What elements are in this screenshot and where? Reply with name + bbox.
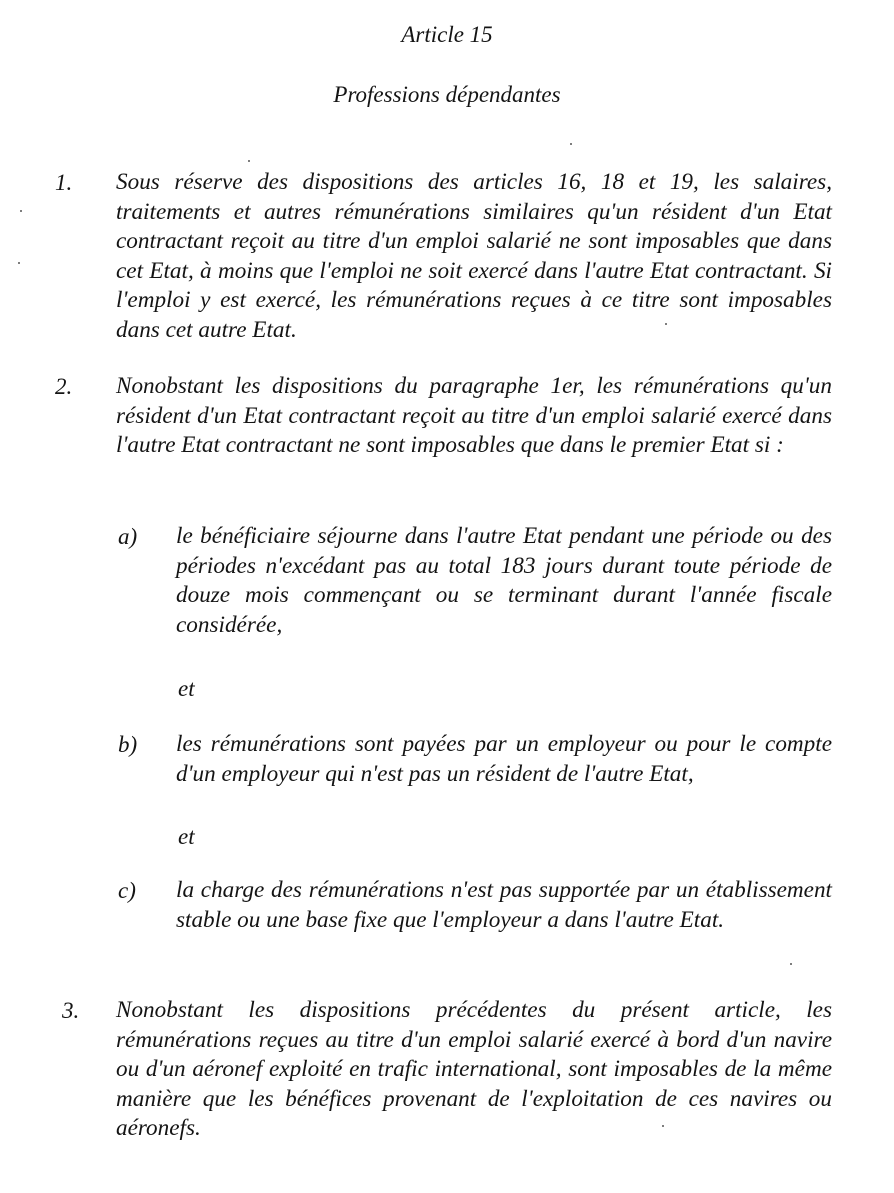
scan-speck <box>20 210 22 212</box>
scan-speck <box>662 1125 664 1127</box>
scan-speck <box>790 963 792 965</box>
scan-speck <box>18 262 20 264</box>
paragraph-2-text: Nonobstant les dispositions du paragraphe 1er, les rémunérations qu'un résident d'un Etat contractant reçoit au titre d'un emploi salarié exercé dans l'autre Etat contractant ne sont imposables que dans le premier Etat si : <box>116 373 832 459</box>
paragraph-number-2: 2. <box>55 374 73 399</box>
item-label-c: c) <box>118 878 136 903</box>
article-subtitle: Professions dépendantes <box>333 82 561 107</box>
item-label-b: b) <box>118 732 138 757</box>
scan-speck <box>248 160 250 162</box>
paragraph-3-text: Nonobstant les dispositions précédentes du présent article, les rémunérations reçues au titre d'un emploi salarié exercé à bord d'un navire ou d'un aéronef exploité en trafic international, sont imposables de la même manière que les bénéfices provenant de l'exploitation de ces navires ou aéronefs. <box>116 997 832 1142</box>
connector-et-2: et <box>178 824 195 849</box>
item-a-text: le bénéficiaire séjourne dans l'autre Etat pendant une période ou des périodes n'excédant pas au total 183 jours durant toute période de douze mois commençant ou se terminant durant l'année fiscale considérée, <box>176 523 832 638</box>
connector-et-1: et <box>178 676 195 701</box>
paragraph-number-1: 1. <box>55 170 73 195</box>
item-label-a: a) <box>118 524 138 549</box>
article-title: Article 15 <box>401 22 493 47</box>
paragraph-number-3: 3. <box>62 998 80 1023</box>
item-c-text: la charge des rémunérations n'est pas supportée par un établissement stable ou une base fixe que l'employeur a dans l'autre Etat. <box>176 877 832 933</box>
item-b-text: les rémunérations sont payées par un employeur ou pour le compte d'un employeur qui n'est pas un résident de l'autre Etat, <box>176 731 832 787</box>
scan-speck <box>665 323 667 325</box>
scan-speck <box>570 143 572 145</box>
paragraph-1-text: Sous réserve des dispositions des articles 16, 18 et 19, les salaires, traitements et autres rémunérations similaires qu'un résident d'un Etat contractant reçoit au titre d'un emploi salarié ne sont imposables que dans cet Etat, à moins que l'emploi ne soit exercé dans l'autre Etat contractant. Si l'emploi y est exercé, les rémunérations reçues à ce titre sont imposables dans cet autre Etat. <box>116 169 832 343</box>
